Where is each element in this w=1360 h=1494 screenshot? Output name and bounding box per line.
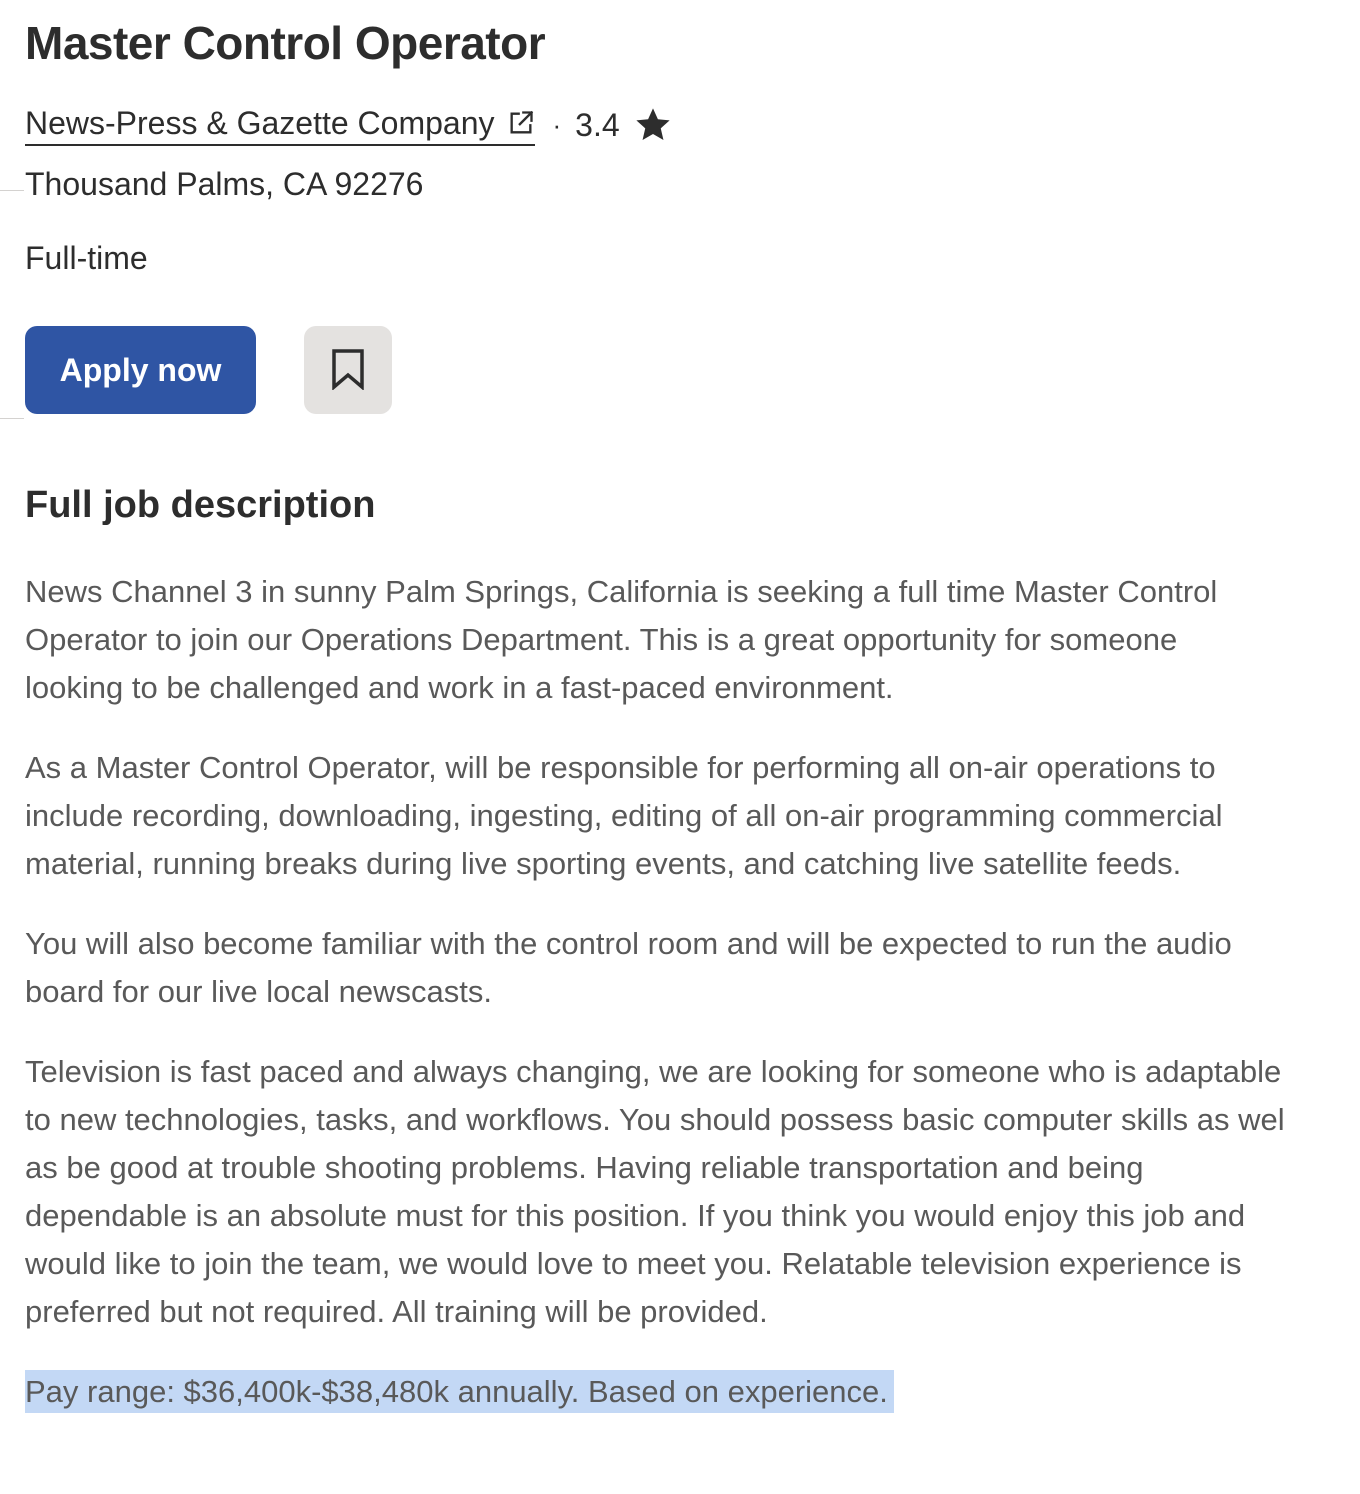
job-location: Thousand Palms, CA 92276 <box>25 166 424 202</box>
description-paragraph <box>25 568 1360 712</box>
description-line: board for our live local newscasts. <box>25 974 492 1009</box>
description-paragraph <box>25 920 1360 1016</box>
description-line: You will also become familiar with the control room and will be expected to run the audio <box>25 926 1232 961</box>
left-edge-divider <box>0 190 24 191</box>
left-edge-divider <box>0 418 24 419</box>
job-type: Full-time <box>25 240 148 276</box>
description-line: News Channel 3 in sunny Palm Springs, California is seeking a full time Master Control <box>25 574 1218 609</box>
company-link[interactable] <box>25 105 535 146</box>
description-paragraph <box>25 744 1360 888</box>
description-line: Operator to join our Operations Department. This is a great opportunity for someone <box>25 622 1178 657</box>
save-job-button[interactable] <box>304 326 392 414</box>
description-paragraph <box>25 1048 1360 1336</box>
job-title: Master Control Operator <box>25 17 546 69</box>
description-line: as be good at trouble shooting problems. Having reliable transportation and being <box>25 1150 1144 1185</box>
external-link-icon <box>507 109 535 137</box>
description-line: Television is fast paced and always changing, we are looking for someone who is adaptable <box>25 1054 1282 1089</box>
pay-range-text: Pay range: $36,400k-$38,480k annually. Based on experience. <box>25 1370 894 1413</box>
company-name: News-Press & Gazette Company <box>25 104 495 141</box>
description-line: looking to be challenged and work in a fast-paced environment. <box>25 670 894 705</box>
bookmark-icon <box>331 348 365 393</box>
description-line: material, running breaks during live sporting events, and catching live satellite feeds. <box>25 846 1182 881</box>
company-rating: 3.4 <box>575 106 620 143</box>
apply-now-button[interactable]: Apply now <box>25 326 256 414</box>
description-line: preferred but not required. All training will be provided. <box>25 1294 768 1329</box>
description-line: would like to join the team, we would love to meet you. Relatable television experience is <box>25 1246 1242 1281</box>
description-line: to new technologies, tasks, and workflows. You should possess basic computer skills as wel <box>25 1102 1285 1137</box>
company-rating-row <box>25 100 672 150</box>
description-heading: Full job description <box>25 484 376 526</box>
star-icon <box>634 106 672 144</box>
description-line: include recording, downloading, ingesting, editing of all on-air programming commercial <box>25 798 1223 833</box>
separator-dot: · <box>552 109 562 140</box>
description-line: dependable is an absolute must for this position. If you think you would enjoy this job and <box>25 1198 1246 1233</box>
description-line: As a Master Control Operator, will be responsible for performing all on-air operations to <box>25 750 1216 785</box>
pay-range-paragraph <box>25 1368 1360 1416</box>
